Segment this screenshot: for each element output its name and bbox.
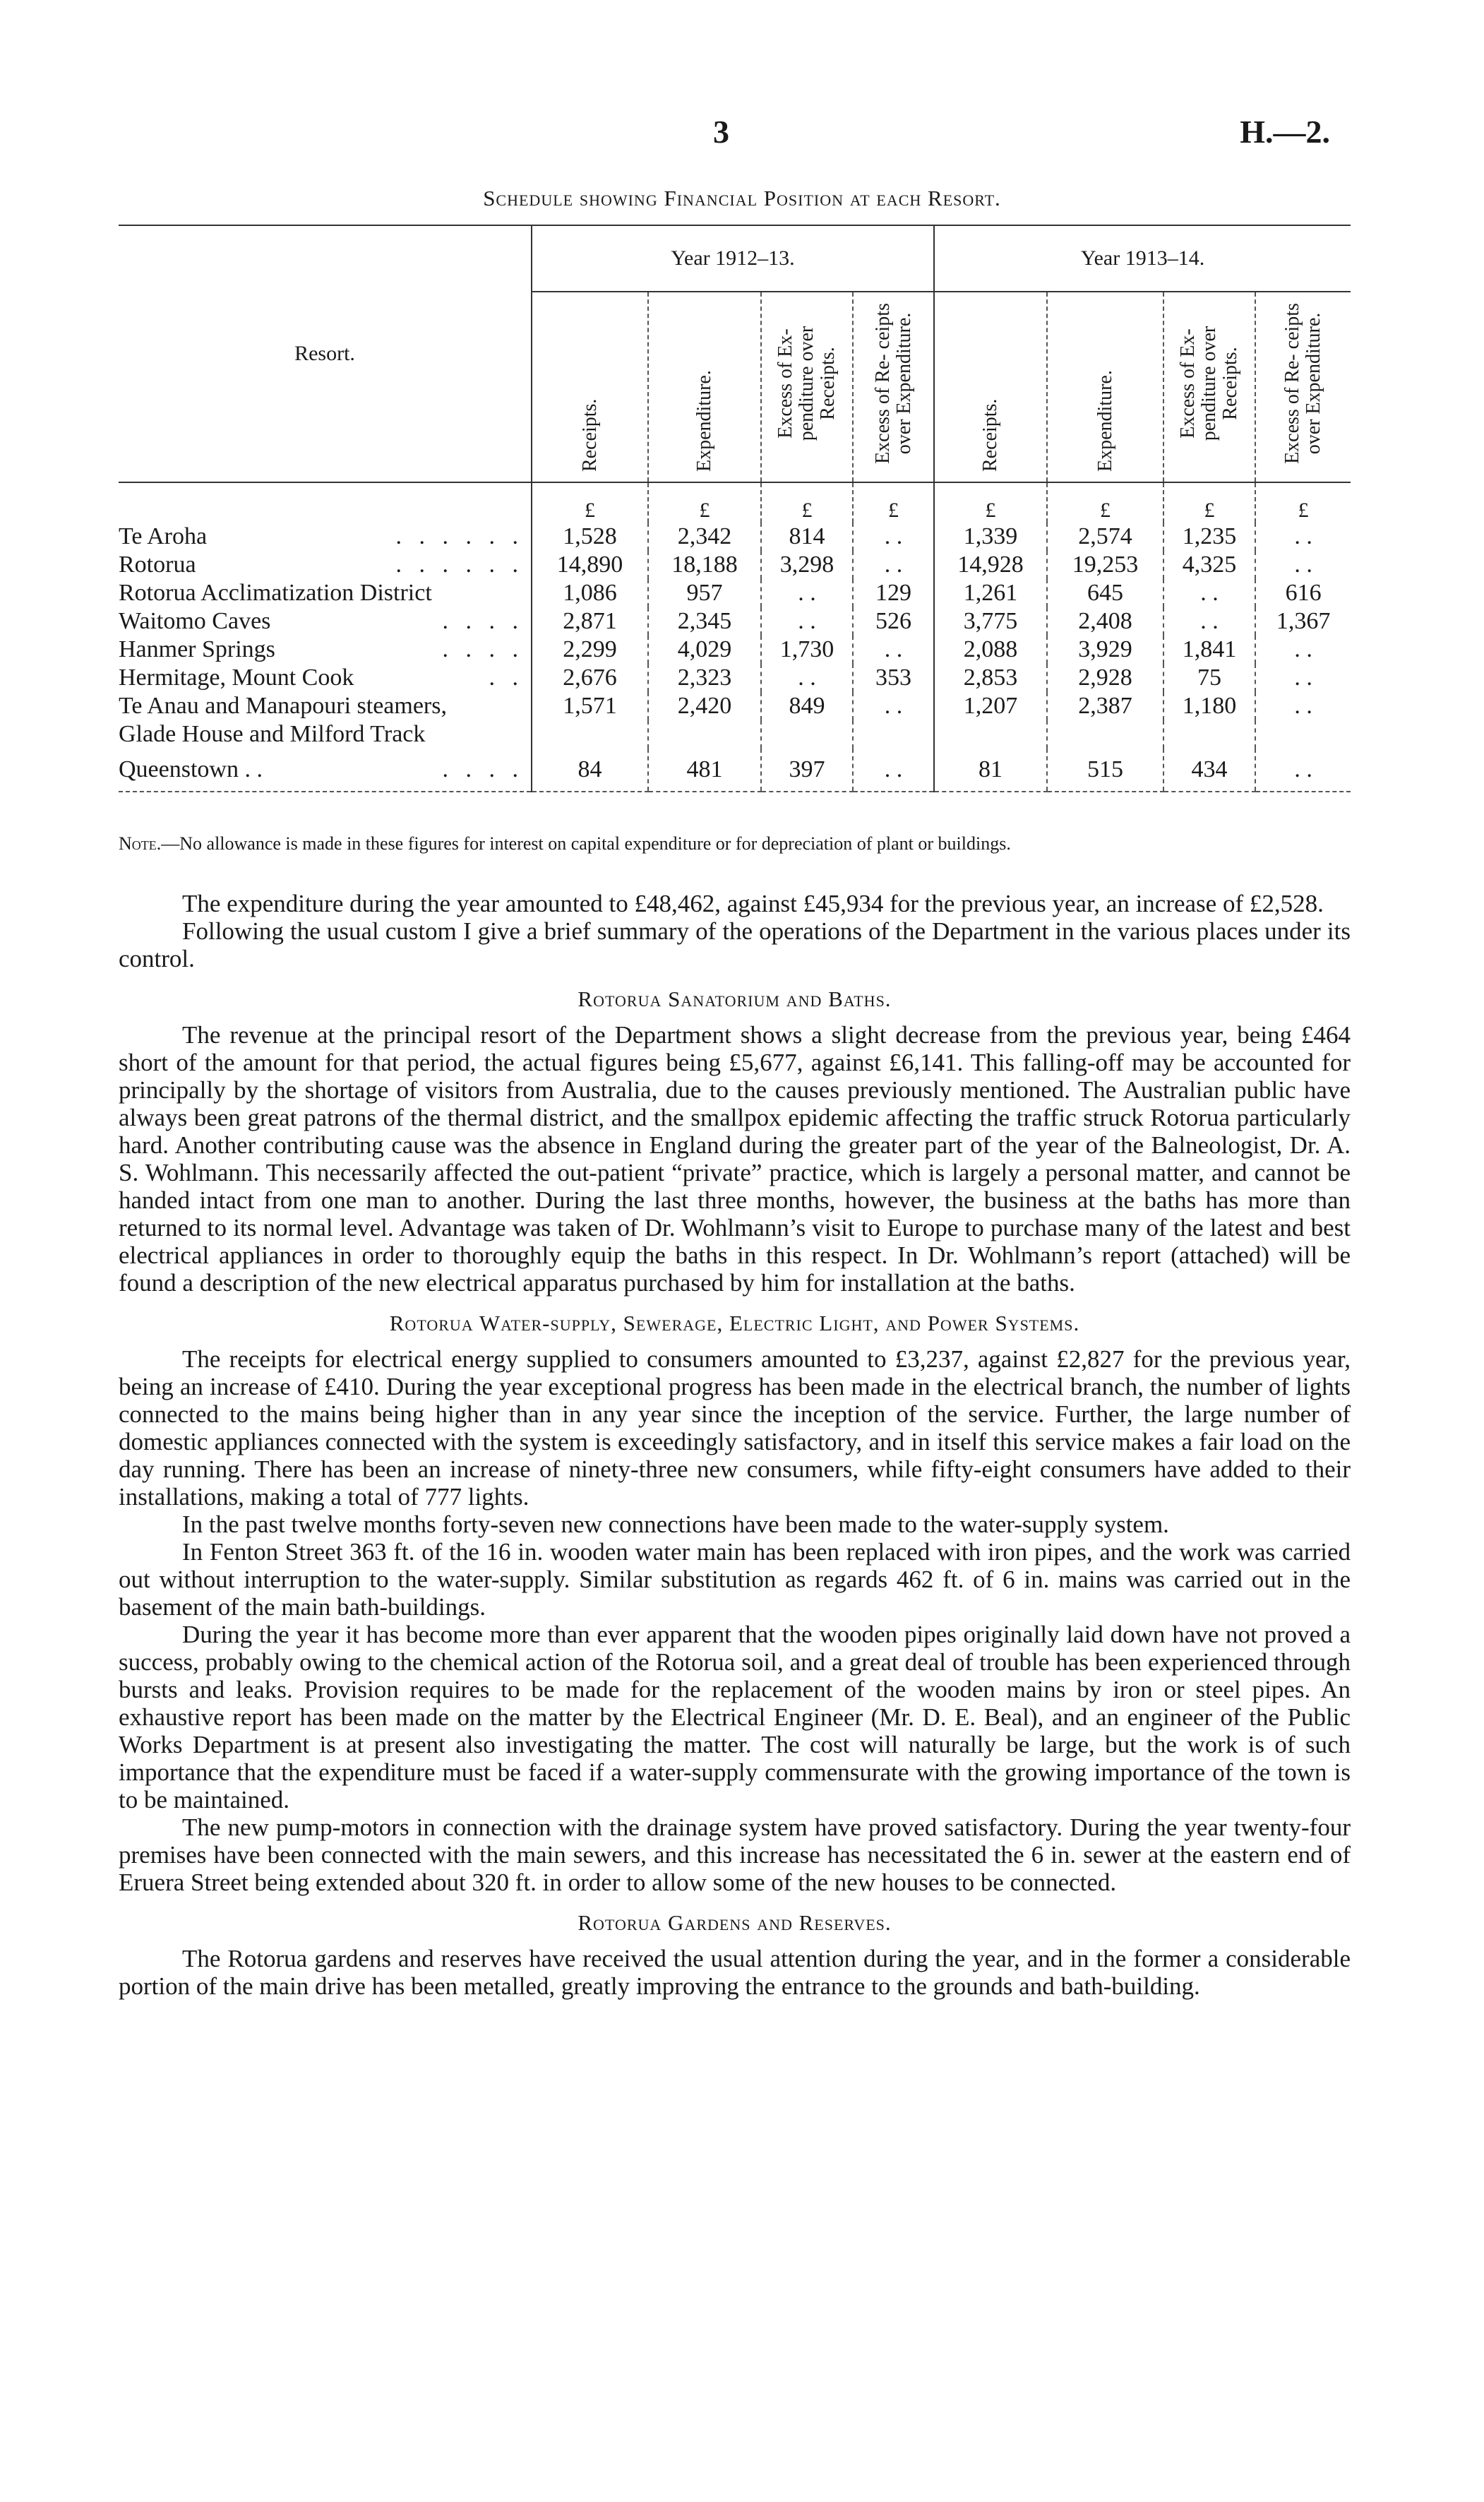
table-cell: . . xyxy=(761,579,853,607)
table-cell: 1,235 xyxy=(1163,523,1255,551)
table-cell: . . xyxy=(853,749,934,792)
table-row xyxy=(119,664,1351,692)
table-cell: . . xyxy=(1163,579,1255,607)
currency-spacer xyxy=(119,482,532,523)
table-cell xyxy=(853,720,934,749)
table-cell xyxy=(1163,720,1255,749)
table-cell: . . xyxy=(1255,749,1351,792)
table-cell: 353 xyxy=(853,664,934,692)
resort-name: Rotorua . . . . . . xyxy=(119,552,524,578)
section-heading-gardens: Rotorua Gardens and Reserves. xyxy=(578,1910,892,1935)
table-cell: 129 xyxy=(853,579,934,607)
table-cell: 84 xyxy=(532,749,648,792)
table-cell: 2,323 xyxy=(648,664,761,692)
currency-symbol: £ xyxy=(648,482,761,523)
col-excess-receipts-1912: Excess of Re- ceipts over Expenditure. xyxy=(853,292,934,482)
table-cell: 616 xyxy=(1255,579,1351,607)
table-cell: 1,528 xyxy=(532,523,648,551)
col-expenditure-1912: Expenditure. xyxy=(648,292,761,482)
table-cell: . . xyxy=(1255,523,1351,551)
paragraph: The revenue at the principal resort of the Department shows a slight decrease from the previous year, being £464 short of the amount for that period, the actual figures being £5,677, against £6,141. This falling-off may be accounted for principally by the shortage of visitors from Australia, due to the causes previously mentioned. The Australian public have always been great patrons of the thermal district, and the smallpox epidemic affecting the traffic struck Rotorua particularly hard. Another contributing cause was the absence in England during the greater part of the year of the Balneologist, Dr. A. S. Wohlmann. This necessarily affected the out-patient “private” practice, which is largely a personal matter, and cannot be handed intact from one man to another. During the last three months, however, the business at the baths has more than returned to its normal level. Advantage was taken of Dr. Wohlmann’s visit to Europe to purchase many of the latest and best electrical appliances in order to thoroughly equip the baths in this respect. In Dr. Wohlmann’s report (attached) will be found a description of the new electrical apparatus purchased by him for installation at the baths. xyxy=(119,1021,1351,1297)
table-cell: 2,088 xyxy=(934,636,1047,664)
currency-symbol: £ xyxy=(934,482,1047,523)
financial-table-wrapper xyxy=(119,225,1351,792)
table-cell: 1,841 xyxy=(1163,636,1255,664)
table-cell: 3,775 xyxy=(934,607,1047,636)
table-cell: 1,207 xyxy=(934,692,1047,720)
table-cell: . . xyxy=(761,607,853,636)
table-cell: . . xyxy=(853,636,934,664)
table-cell: . . xyxy=(853,523,934,551)
note-label: Note. xyxy=(119,833,162,854)
currency-symbol: £ xyxy=(1047,482,1163,523)
table-cell: . . xyxy=(1255,636,1351,664)
table-cell: 18,188 xyxy=(648,551,761,579)
resort-name: Waitomo Caves . . . . xyxy=(119,608,524,634)
table-cell: 14,928 xyxy=(934,551,1047,579)
table-cell xyxy=(648,720,761,749)
currency-symbol: £ xyxy=(853,482,934,523)
table-cell: 2,574 xyxy=(1047,523,1163,551)
page-number: 3 xyxy=(713,114,729,150)
table-cell xyxy=(761,720,853,749)
table-cell: 4,325 xyxy=(1163,551,1255,579)
currency-symbol: £ xyxy=(1163,482,1255,523)
year-1912-header: Year 1912–13. xyxy=(532,225,934,292)
table-cell: 2,420 xyxy=(648,692,761,720)
table-cell: . . xyxy=(1255,551,1351,579)
document-reference: H.—2. xyxy=(1240,114,1330,150)
col-expenditure-1913: Expenditure. xyxy=(1047,292,1163,482)
table-cell: 2,871 xyxy=(532,607,648,636)
paragraph: In Fenton Street 363 ft. of the 16 in. wooden water main has been replaced with iron pipes, and the work was carried out without interruption to the water-supply. Similar substitution as regards 462 ft. of 6 in. mains was carried out in the basement of the main bath-buildings. xyxy=(119,1538,1351,1621)
paragraph: The new pump-motors in connection with the drainage system have proved satisfactory. During the year twenty-four premises have been connected with the main sewers, and this increase has necessitated the 6 in. sewer at the eastern end of Eruera Street being extended about 320 ft. in order to allow some of the new houses to be connected. xyxy=(119,1813,1351,1896)
body-text xyxy=(119,890,1351,2000)
paragraph: Following the usual custom I give a brief summary of the operations of the Department in the various places under its control. xyxy=(119,917,1351,972)
table-cell: 526 xyxy=(853,607,934,636)
table-cell xyxy=(1047,720,1163,749)
col-receipts-1913: Receipts. xyxy=(934,292,1047,482)
table-cell: 2,676 xyxy=(532,664,648,692)
table-cell xyxy=(532,720,648,749)
table-cell xyxy=(1255,720,1351,749)
col-excess-expenditure-1912: Excess of Ex- penditure over Receipts. xyxy=(761,292,853,482)
year-1913-header: Year 1913–14. xyxy=(934,225,1351,292)
table-cell: 481 xyxy=(648,749,761,792)
table-cell: 75 xyxy=(1163,664,1255,692)
table-cell: 1,339 xyxy=(934,523,1047,551)
table-cell: 849 xyxy=(761,692,853,720)
currency-symbol: £ xyxy=(532,482,648,523)
table-cell: 2,408 xyxy=(1047,607,1163,636)
col-receipts-1912: Receipts. xyxy=(532,292,648,482)
paragraph: The receipts for electrical energy supplied to consumers amounted to £3,237, against £2,827 for the previous year, being an increase of £410. During the year exceptional progress has been made in the electrical branch, the number of lights connected to the mains being higher than in any year since the inception of the service. Further, the large number of domestic appliances connected with the system is exceedingly satisfactory, and in itself this service makes a fair load on the day running. There has been an increase of ninety-three new consumers, while fifty-eight consumers have added to their installations, making a total of 777 lights. xyxy=(119,1345,1351,1511)
resort-name: Glade House and Milford Track xyxy=(119,721,426,747)
table-cell: 515 xyxy=(1047,749,1163,792)
table-row xyxy=(119,636,1351,664)
paragraph: In the past twelve months forty-seven new connections have been made to the water-supply system. xyxy=(182,1511,1169,1538)
paragraph: The expenditure during the year amounted to £48,462, against £45,934 for the previous year, an increase of £2,528. xyxy=(182,890,1324,917)
schedule-title: Schedule showing Financial Position at each Resort. xyxy=(483,186,1001,210)
table-cell: 957 xyxy=(648,579,761,607)
table-cell: 1,086 xyxy=(532,579,648,607)
table-cell: 3,298 xyxy=(761,551,853,579)
table-row xyxy=(119,607,1351,636)
table-cell: 2,299 xyxy=(532,636,648,664)
paragraph: During the year it has become more than ever apparent that the wooden pipes originally laid down have not proved a success, probably owing to the chemical action of the Rotorua soil, and a great deal of trouble has been experienced through bursts and leaks. Provision requires to be made for the replacement of the wooden mains by iron or steel pipes. An exhaustive report has been made on the matter by the Electrical Engineer (Mr. D. E. Beal), and an engineer of the Public Works Department is at present also investigating the matter. The cost will naturally be large, but the work is of such importance that the expenditure must be faced if a water-supply commensurate with the growing importance of the town is to be maintained. xyxy=(119,1621,1351,1813)
table-row xyxy=(119,523,1351,551)
resort-name: Hanmer Springs . . . . xyxy=(119,636,524,662)
table-cell: 14,890 xyxy=(532,551,648,579)
currency-symbol: £ xyxy=(761,482,853,523)
table-cell: 19,253 xyxy=(1047,551,1163,579)
table-cell: 397 xyxy=(761,749,853,792)
resort-name: Hermitage, Mount Cook . . xyxy=(119,665,524,691)
col-excess-receipts-1913: Excess of Re- ceipts over Expenditure. xyxy=(1255,292,1351,482)
table-cell: 2,345 xyxy=(648,607,761,636)
table-cell: 1,261 xyxy=(934,579,1047,607)
table-cell: 1,571 xyxy=(532,692,648,720)
resort-name: Queenstown . . . . . . xyxy=(119,749,532,792)
section-heading-sanatorium: Rotorua Sanatorium and Baths. xyxy=(578,987,892,1011)
table-cell: 81 xyxy=(934,749,1047,792)
table-cell: 1,367 xyxy=(1255,607,1351,636)
table-note xyxy=(119,832,1351,856)
table-cell: . . xyxy=(1255,664,1351,692)
table-body xyxy=(119,523,1351,792)
table-cell: 645 xyxy=(1047,579,1163,607)
table-cell: . . xyxy=(1163,607,1255,636)
financial-table xyxy=(119,225,1351,792)
table-cell: . . xyxy=(853,692,934,720)
table-cell: . . xyxy=(761,664,853,692)
table-cell: 1,730 xyxy=(761,636,853,664)
resort-name: Rotorua Acclimatization District xyxy=(119,580,432,606)
currency-symbol: £ xyxy=(1255,482,1351,523)
resort-name: Te Aroha . . . . . . xyxy=(119,523,524,549)
table-row xyxy=(119,692,1351,720)
table-cell: 2,928 xyxy=(1047,664,1163,692)
resort-name: Te Anau and Manapouri steamers, xyxy=(119,693,447,719)
table-cell: 434 xyxy=(1163,749,1255,792)
table-row xyxy=(119,551,1351,579)
table-row xyxy=(119,720,1351,749)
table-row xyxy=(119,749,1351,792)
table-cell: . . xyxy=(1255,692,1351,720)
note-text: —No allowance is made in these figures for interest on capital expenditure or for depreciation of plant or buildings. xyxy=(161,833,1011,854)
section-heading-water-supply: Rotorua Water-supply, Sewerage, Electric Light, and Power Systems. xyxy=(389,1311,1080,1335)
table-cell: 2,853 xyxy=(934,664,1047,692)
table-cell: 1,180 xyxy=(1163,692,1255,720)
table-cell: 4,029 xyxy=(648,636,761,664)
table-cell: 2,387 xyxy=(1047,692,1163,720)
table-cell: 814 xyxy=(761,523,853,551)
paragraph: The Rotorua gardens and reserves have received the usual attention during the year, and in the former a considerable portion of the main drive has been metalled, greatly improving the entrance to the grounds and bath-building. xyxy=(119,1945,1351,2000)
table-cell xyxy=(934,720,1047,749)
col-excess-expenditure-1913: Excess of Ex- penditure over Receipts. xyxy=(1163,292,1255,482)
table-cell: 2,342 xyxy=(648,523,761,551)
table-cell: . . xyxy=(853,551,934,579)
table-cell: 3,929 xyxy=(1047,636,1163,664)
resort-column-header: Resort. xyxy=(119,225,532,482)
table-row xyxy=(119,579,1351,607)
